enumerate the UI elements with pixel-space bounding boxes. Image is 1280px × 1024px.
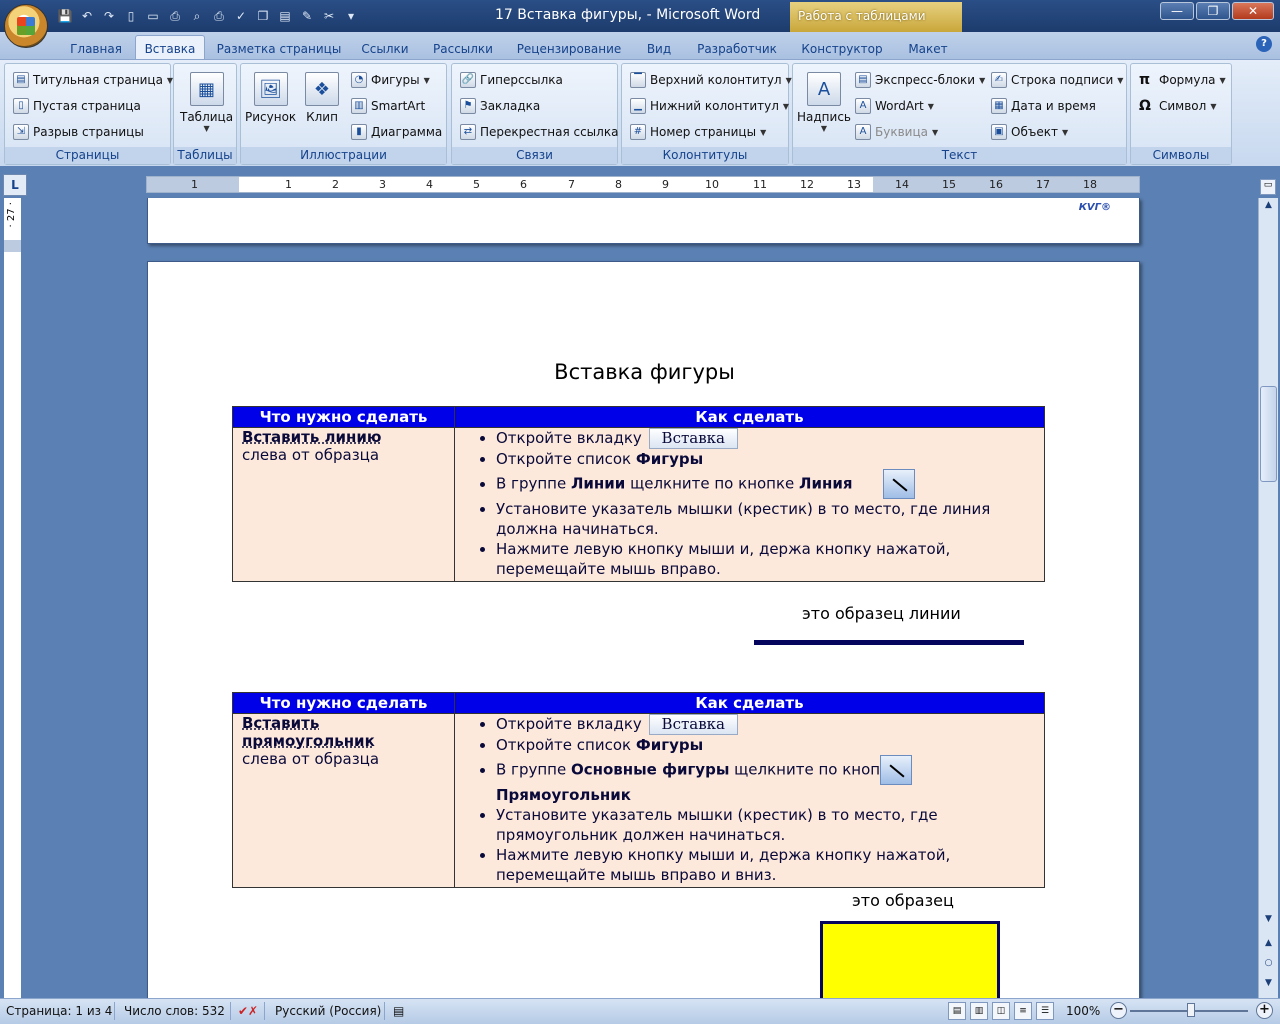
tab-review[interactable]: Рецензирование bbox=[516, 42, 622, 56]
table-cell-what bbox=[233, 428, 455, 582]
browse-object-icon[interactable]: ○ bbox=[1264, 958, 1273, 968]
window-title: 17 Вставка фигуры, - Microsoft Word bbox=[495, 7, 761, 23]
dropdown-arrow-icon: ▼ bbox=[1061, 127, 1069, 137]
word-count[interactable]: Число слов: 532 bbox=[124, 1004, 225, 1018]
action-title: Вставить линию bbox=[242, 428, 382, 446]
zoom-slider-thumb[interactable] bbox=[1187, 1003, 1195, 1017]
horizontal-ruler[interactable] bbox=[146, 176, 1140, 193]
previous-page-icon[interactable]: ▲ bbox=[1265, 938, 1272, 948]
group-label: Связи bbox=[452, 147, 617, 164]
format-painter-icon[interactable]: ✎ bbox=[301, 9, 313, 23]
dropdown-arrow-icon: ▼ bbox=[931, 127, 939, 137]
action-note: слева от образца bbox=[242, 446, 380, 464]
cover-page-icon: ▤ bbox=[13, 72, 29, 88]
textbox-icon: A bbox=[807, 72, 841, 106]
ruler-number: 8 bbox=[615, 178, 622, 191]
table-cell-how bbox=[455, 714, 1045, 888]
smartart-button[interactable]: ▥ SmartArt bbox=[351, 98, 425, 114]
table-header-how: Как сделать bbox=[455, 407, 1045, 428]
list-item: • Откройте вкладку Вставка bbox=[496, 428, 1044, 449]
page-number-button[interactable]: # Номер страницы ▼ bbox=[630, 124, 766, 140]
date-time-button[interactable]: ▦ Дата и время bbox=[991, 98, 1096, 114]
scroll-up-icon[interactable]: ▲ bbox=[1265, 200, 1272, 210]
divider bbox=[264, 1002, 265, 1020]
close-button[interactable]: ✕ bbox=[1232, 2, 1274, 20]
ruler-number: 9 bbox=[662, 178, 669, 191]
table-icon: ▦ bbox=[190, 72, 224, 106]
tab-mailings[interactable]: Рассылки bbox=[433, 42, 493, 56]
quick-parts-icon: ▤ bbox=[855, 72, 871, 88]
list-item: • Откройте список Фигуры bbox=[496, 449, 1044, 469]
ruler-number: 18 bbox=[1083, 178, 1097, 191]
group-symbols bbox=[1130, 63, 1232, 165]
dropdown-arrow-icon: ▼ bbox=[760, 127, 767, 137]
ruler-number: 3 bbox=[379, 178, 386, 191]
restore-button[interactable]: ❐ bbox=[1196, 2, 1230, 20]
group-label: Страницы bbox=[5, 147, 170, 164]
ruler-number: 12 bbox=[800, 178, 814, 191]
ruler-number: 16 bbox=[989, 178, 1003, 191]
quick-parts-button[interactable]: ▤ Экспресс-блоки ▼ bbox=[855, 72, 985, 88]
instruction-table-line bbox=[232, 406, 1045, 582]
outline-view-icon[interactable]: ≡ bbox=[1014, 1002, 1032, 1020]
ruler-number: 14 bbox=[895, 178, 909, 191]
sample-line-label: это образец линии bbox=[802, 604, 961, 623]
list-item: • Нажмите левую кнопку мыши и, держа кнопку нажатой, перемещайте мышь вправо и вниз. bbox=[496, 845, 1044, 885]
tab-references[interactable]: Ссылки bbox=[361, 42, 409, 56]
instruction-table-rectangle bbox=[232, 692, 1045, 888]
shapes-button[interactable]: ◔ Фигуры ▼ bbox=[351, 72, 430, 88]
wordart-icon: A bbox=[855, 98, 871, 114]
action-title: Вставить прямоугольник bbox=[242, 714, 375, 750]
tab-page-layout[interactable]: Разметка страницы bbox=[216, 42, 342, 56]
group-header-footer bbox=[621, 63, 792, 165]
line-tool-icon bbox=[880, 755, 912, 785]
ruler-number: 10 bbox=[705, 178, 719, 191]
page-break-button[interactable]: ⇲ Разрыв страницы bbox=[13, 124, 144, 140]
print-icon[interactable]: ⎙ bbox=[170, 8, 180, 23]
ruler-number: 1 bbox=[191, 178, 198, 191]
sample-line-shape[interactable] bbox=[754, 640, 1024, 645]
cross-reference-icon: ⇄ bbox=[460, 124, 476, 140]
group-label: Текст bbox=[793, 147, 1126, 164]
table-cell-what bbox=[233, 714, 455, 888]
minimize-button[interactable]: — bbox=[1160, 2, 1194, 20]
ruler-number: 5 bbox=[473, 178, 480, 191]
table-row bbox=[233, 714, 1045, 888]
insert-tab-image: Вставка bbox=[649, 428, 738, 449]
zoom-level[interactable]: 100% bbox=[1066, 1004, 1101, 1018]
zoom-in-button[interactable]: + bbox=[1256, 1002, 1273, 1019]
bookmark-button[interactable]: ⚑ Закладка bbox=[460, 98, 540, 114]
table-row bbox=[233, 428, 1045, 582]
object-button[interactable]: ▣ Объект ▼ bbox=[991, 124, 1068, 140]
dropdown-arrow-icon: ▼ bbox=[1210, 101, 1217, 111]
view-ruler-button[interactable]: ▭ bbox=[1260, 179, 1276, 195]
dropdown-arrow-icon: ▼ bbox=[423, 75, 430, 85]
print-layout-view-icon[interactable]: ▤ bbox=[948, 1002, 966, 1020]
spelling-icon[interactable]: ✓ bbox=[235, 9, 247, 23]
tab-layout[interactable]: Макет bbox=[908, 42, 948, 56]
undo-icon[interactable]: ↶ bbox=[81, 9, 93, 23]
group-illustrations bbox=[240, 63, 447, 165]
ruler-number: 13 bbox=[847, 178, 861, 191]
dropdown-arrow-icon: ▼ bbox=[1117, 75, 1124, 85]
chart-button[interactable]: ▮ Диаграмма bbox=[351, 124, 442, 140]
new-document-icon[interactable]: ▯ bbox=[127, 9, 135, 23]
quick-print-icon[interactable]: ⎙ bbox=[214, 8, 224, 23]
proofing-icon[interactable]: ✔✗ bbox=[238, 1004, 259, 1018]
scroll-thumb[interactable] bbox=[1260, 386, 1277, 482]
group-text bbox=[792, 63, 1127, 165]
footer-mark: КVГ® bbox=[1078, 202, 1111, 213]
dropdown-arrow-icon: ▼ bbox=[1219, 75, 1226, 85]
web-layout-icon[interactable]: ◫ bbox=[992, 1002, 1010, 1020]
dropdown-arrow-icon: ▼ bbox=[820, 124, 828, 133]
vertical-ruler[interactable] bbox=[4, 198, 21, 998]
draft-view-icon[interactable]: ☰ bbox=[1036, 1002, 1054, 1020]
ruler-number: 4 bbox=[426, 178, 433, 191]
equation-button[interactable]: π Формула ▼ bbox=[1139, 72, 1226, 88]
tab-view[interactable]: Вид bbox=[646, 42, 672, 56]
language-indicator[interactable]: Русский (Россия) bbox=[275, 1004, 382, 1018]
dropdown-arrow-icon: ▼ bbox=[785, 75, 792, 85]
cross-reference-button[interactable]: ⇄ Перекрестная ссылка bbox=[460, 124, 618, 140]
omega-icon: Ω bbox=[1139, 98, 1151, 114]
textbox-button[interactable]: A Надпись ▼ bbox=[797, 72, 851, 133]
ribbon bbox=[0, 59, 1280, 166]
picture-icon: 🖼 bbox=[254, 72, 288, 106]
macro-record-icon[interactable]: ▤ bbox=[393, 1004, 405, 1018]
list-item: • Откройте вкладку Вставка bbox=[496, 714, 1044, 735]
pi-icon: π bbox=[1139, 72, 1151, 88]
shapes-icon: ◔ bbox=[351, 72, 367, 88]
ruler-number: · 27 · bbox=[6, 202, 17, 228]
ruler-number: 11 bbox=[753, 178, 767, 191]
open-icon[interactable]: ▭ bbox=[147, 9, 159, 23]
ruler-number: 17 bbox=[1036, 178, 1050, 191]
action-note: слева от образца bbox=[242, 750, 380, 768]
symbol-button[interactable]: Ω Символ ▼ bbox=[1139, 98, 1217, 114]
tab-home[interactable]: Главная bbox=[70, 42, 122, 56]
object-icon: ▣ bbox=[991, 124, 1007, 140]
document-heading: Вставка фигуры bbox=[554, 360, 735, 384]
line-tool-icon bbox=[883, 469, 915, 499]
quick-access-toolbar bbox=[56, 5, 360, 27]
sample-rectangle-label: это образец bbox=[852, 891, 954, 910]
header-button[interactable]: ▔ Верхний колонтитул ▼ bbox=[630, 72, 792, 88]
list-item: • В группе Основные фигуры щелкните по кноп Прямоугольник bbox=[496, 755, 1044, 805]
dropdown-arrow-icon: ▼ bbox=[782, 101, 790, 111]
picture-button[interactable]: 🖼 Рисунок bbox=[245, 72, 296, 124]
previous-page bbox=[147, 198, 1140, 244]
signature-line-icon: ✍ bbox=[991, 72, 1007, 88]
list-item: • Нажмите левую кнопку мыши и, держа кнопку нажатой, перемещайте мышь вправо. bbox=[496, 539, 1044, 579]
group-label: Иллюстрации bbox=[241, 147, 446, 164]
insert-tab-image: Вставка bbox=[649, 714, 738, 735]
tab-design[interactable]: Конструктор bbox=[801, 42, 883, 56]
group-pages bbox=[4, 63, 174, 165]
group-links bbox=[451, 63, 618, 165]
scroll-down-icon[interactable]: ▼ bbox=[1265, 914, 1272, 924]
dropdown-arrow-icon: ▼ bbox=[203, 124, 210, 133]
table-header-row bbox=[233, 693, 1045, 714]
header-icon: ▔ bbox=[630, 72, 646, 88]
full-screen-reading-icon[interactable]: ▥ bbox=[970, 1002, 988, 1020]
tab-selector[interactable]: L bbox=[3, 174, 27, 196]
divider bbox=[384, 1002, 385, 1020]
calendar-icon: ▦ bbox=[991, 98, 1007, 114]
list-item: • Откройте список Фигуры bbox=[496, 735, 1044, 755]
signature-line-button[interactable]: ✍ Строка подписи ▼ bbox=[991, 72, 1123, 88]
clip-art-icon: ❖ bbox=[305, 72, 339, 106]
ruler-number: 7 bbox=[568, 178, 575, 191]
help-icon[interactable]: ? bbox=[1256, 36, 1272, 52]
wordart-button[interactable]: A WordArt ▼ bbox=[855, 98, 934, 114]
group-label: Колонтитулы bbox=[622, 147, 788, 164]
customize-qat-icon[interactable]: ▾ bbox=[347, 9, 355, 23]
ruler-number: 1 bbox=[285, 178, 292, 191]
footer-icon: ▁ bbox=[630, 98, 646, 114]
page-number-icon: # bbox=[630, 124, 646, 140]
table-header-how: Как сделать bbox=[455, 693, 1045, 714]
hyperlink-icon: 🔗 bbox=[460, 72, 476, 88]
blank-page-button[interactable]: ▯ Пустая страница bbox=[13, 98, 141, 114]
zoom-out-button[interactable]: − bbox=[1110, 1002, 1127, 1019]
list-item: • Установите указатель мышки (крестик) в то место, где линия должна начинаться. bbox=[496, 499, 1044, 539]
smartart-icon: ▥ bbox=[351, 98, 367, 114]
ruler-margin-right bbox=[873, 177, 1139, 192]
redo-icon[interactable]: ↷ bbox=[103, 9, 115, 23]
steps-list bbox=[455, 714, 1044, 885]
context-group-title: Работа с таблицами bbox=[790, 2, 962, 32]
list-item: • В группе Линии щелкните по кнопке Линия bbox=[496, 469, 1044, 499]
dropdown-arrow-icon: ▼ bbox=[927, 101, 934, 111]
hyperlink-button[interactable]: 🔗 Гиперссылка bbox=[461, 73, 563, 87]
document-page[interactable] bbox=[147, 261, 1140, 1001]
window-controls bbox=[1160, 2, 1274, 20]
print-preview-icon[interactable]: ⌕ bbox=[193, 8, 201, 23]
table-cell-how bbox=[455, 428, 1045, 582]
drop-cap-button[interactable]: A Буквица ▼ bbox=[855, 124, 938, 140]
status-bar bbox=[0, 998, 1280, 1024]
list-item: • Установите указатель мышки (крестик) в то место, где прямоугольник должен начинаться. bbox=[496, 805, 1044, 845]
copy-icon[interactable]: ❐ bbox=[257, 9, 269, 23]
cut-icon[interactable]: ✂ bbox=[323, 9, 335, 23]
bookmark-icon: ⚑ bbox=[460, 98, 476, 114]
office-logo-icon bbox=[17, 17, 35, 35]
divider bbox=[114, 1002, 115, 1020]
ruler-number: 6 bbox=[520, 178, 527, 191]
chart-icon: ▮ bbox=[351, 124, 367, 140]
dropdown-arrow-icon: ▼ bbox=[979, 75, 986, 85]
table-header-row bbox=[233, 407, 1045, 428]
drop-cap-icon: A bbox=[855, 124, 871, 140]
page-break-icon: ⇲ bbox=[13, 124, 29, 140]
group-label: Таблицы bbox=[174, 147, 236, 164]
blank-page-icon: ▯ bbox=[13, 98, 29, 114]
group-tables bbox=[173, 63, 237, 165]
dropdown-arrow-icon: ▼ bbox=[166, 75, 174, 85]
vertical-scrollbar[interactable] bbox=[1258, 198, 1278, 998]
ribbon-tabs bbox=[0, 32, 1280, 60]
footer-button[interactable]: ▁ Нижний колонтитул ▼ bbox=[630, 98, 789, 114]
tab-insert[interactable]: Вставка bbox=[135, 35, 205, 61]
clip-button[interactable]: ❖ Клип bbox=[305, 72, 339, 124]
table-header-what: Что нужно сделать bbox=[233, 407, 455, 428]
office-button[interactable] bbox=[4, 4, 48, 48]
save-icon[interactable]: 💾 bbox=[57, 9, 73, 23]
cover-page-button[interactable]: ▤ Титульная страница ▼ bbox=[13, 72, 173, 88]
group-label: Символы bbox=[1131, 147, 1231, 164]
next-page-icon[interactable]: ▼ bbox=[1265, 978, 1272, 988]
table-header-what: Что нужно сделать bbox=[233, 693, 455, 714]
steps-list bbox=[455, 428, 1044, 579]
page-indicator[interactable]: Страница: 1 из 4 bbox=[6, 1004, 113, 1018]
ruler-number: 15 bbox=[942, 178, 956, 191]
title-bar bbox=[0, 0, 1280, 32]
ruler-number: 2 bbox=[332, 178, 339, 191]
paste-icon[interactable]: ▤ bbox=[279, 9, 291, 23]
table-button[interactable]: ▦ Таблица ▼ bbox=[180, 72, 233, 133]
divider bbox=[230, 1002, 231, 1020]
tab-developer[interactable]: Разработчик bbox=[697, 42, 777, 56]
